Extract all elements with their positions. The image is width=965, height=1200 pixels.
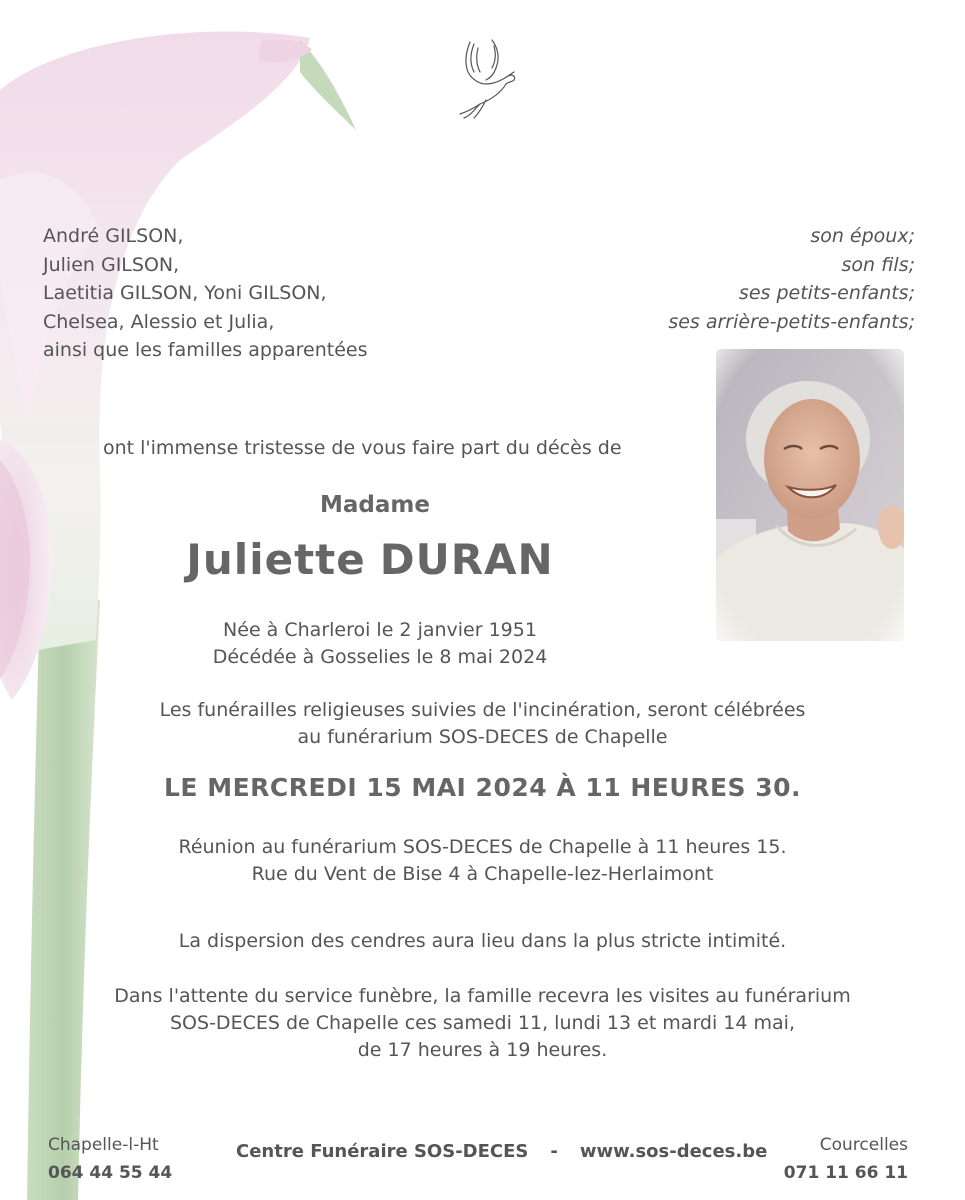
- family-relations-list: [668, 222, 915, 336]
- deceased-first-name: Juliette: [186, 535, 366, 584]
- relation-line: ses petits-enfants;: [738, 282, 915, 304]
- visits-line: de 17 heures à 19 heures.: [357, 1039, 608, 1061]
- footer-left-phone: 064 44 55 44: [48, 1163, 173, 1183]
- footer-separator: -: [550, 1141, 558, 1162]
- family-line: Laetitia GILSON, Yoni GILSON,: [43, 282, 327, 304]
- funeral-location-line: au funérarium SOS-DECES de Chapelle: [297, 726, 668, 748]
- family-line: Julien GILSON,: [43, 253, 180, 276]
- funeral-description-line: Les funérailles religieuses suivies de l'incinération, seront célébrées: [159, 699, 806, 721]
- portrait-photo: [716, 349, 904, 641]
- announcement-text: ont l'immense tristesse de vous faire part du décès de: [103, 437, 622, 459]
- family-line: Chelsea, Alessio et Julia,: [43, 310, 275, 333]
- visits-line: Dans l'attente du service funèbre, la famille recevra les visites au funérarium: [114, 985, 851, 1007]
- deceased-title: Madame: [320, 492, 430, 518]
- meeting-time: Réunion au funérarium SOS-DECES de Chapelle à 11 heures 15.: [178, 836, 787, 858]
- relation-line: son fils;: [841, 253, 915, 276]
- relation-line: son époux;: [810, 225, 915, 247]
- funeral-date: LE MERCREDI 15 MAI 2024 À 11 HEURES 30.: [163, 773, 802, 802]
- footer-left-contact: [48, 1131, 172, 1187]
- footer-right-city: Courcelles: [819, 1135, 908, 1155]
- visits-line: SOS-DECES de Chapelle ces samedi 11, lundi 13 et mardi 14 mai,: [170, 1012, 795, 1034]
- deceased-last-name: DURAN: [379, 535, 554, 584]
- website-link[interactable]: www.sos-deces.be: [579, 1141, 768, 1162]
- death-info: Décédée à Gosselies le 8 mai 2024: [212, 646, 548, 668]
- meeting-address: Rue du Vent de Bise 4 à Chapelle-lez-Herlaimont: [251, 863, 714, 885]
- dove-icon: [456, 38, 520, 120]
- footer-right-contact: [784, 1131, 908, 1187]
- birth-info: Née à Charleroi le 2 janvier 1951: [223, 619, 537, 641]
- family-members-list: [43, 222, 367, 365]
- ashes-dispersion-note: La dispersion des cendres aura lieu dans la plus stricte intimité.: [178, 930, 787, 952]
- funeral-home-name: Centre Funéraire SOS-DECES: [236, 1141, 529, 1162]
- relation-line: ses arrière-petits-enfants;: [668, 310, 915, 333]
- deceased-name: [120, 535, 620, 584]
- footer-right-phone: 071 11 66 11: [783, 1163, 908, 1183]
- footer-left-city: Chapelle-l-Ht: [48, 1135, 159, 1155]
- footer-center: [236, 1141, 767, 1162]
- family-line: ainsi que les familles apparentées: [43, 339, 368, 361]
- family-line: André GILSON,: [43, 225, 184, 247]
